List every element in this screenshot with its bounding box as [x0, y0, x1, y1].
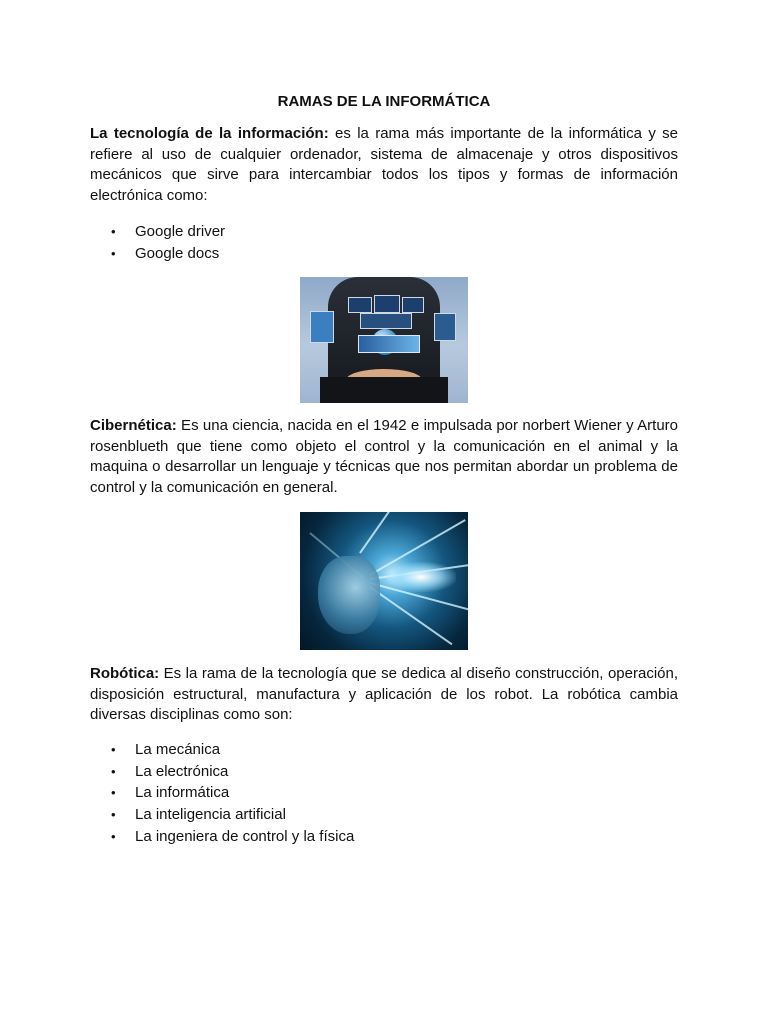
paragraph-robotica — [90, 664, 678, 726]
heading-cibernetica: Cibernética: — [90, 417, 177, 434]
bullet-icon: • — [111, 742, 116, 757]
technology-image — [300, 277, 468, 403]
paragraph-tecnologia — [90, 124, 678, 206]
list-item: • La inteligencia artificial — [90, 804, 678, 826]
cybernetics-image — [300, 512, 468, 650]
list-item: • La informática — [90, 782, 678, 804]
text-robotica: Es la rama de la tecnología que se dedica al diseño construcción, operación, disposición estructural, manufactura y aplicación de los robot. La robótica cambia diversas disciplinas como son: — [90, 665, 678, 723]
list-item: • La electrónica — [90, 761, 678, 783]
list-item: • Google driver — [90, 221, 678, 243]
heading-robotica: Robótica: — [90, 665, 160, 682]
list-tecnologia — [90, 221, 678, 264]
heading-tecnologia: La tecnología de la información: — [90, 125, 329, 142]
bullet-icon: • — [111, 763, 116, 779]
list-item: • Google docs — [90, 243, 678, 265]
list-robotica — [90, 739, 678, 848]
document-title: RAMAS DE LA INFORMÁTICA — [277, 93, 491, 110]
bullet-icon: • — [111, 828, 116, 844]
list-item: • La mecánica — [90, 739, 678, 761]
bullet-icon: • — [111, 245, 116, 261]
text-cibernetica: Es una ciencia, nacida en el 1942 e impulsada por norbert Wiener y Arturo rosenblueth que tiene como objeto el control y la comunicación en el animal y la maquina o desarrollar un lenguaje y técnicas que nos permitan abordar un problema de control y la comunicación en general. — [90, 417, 678, 496]
bullet-icon: • — [111, 807, 116, 823]
bullet-icon: • — [111, 224, 116, 239]
paragraph-cibernetica — [90, 416, 678, 498]
bullet-icon: • — [111, 785, 116, 801]
text-tecnologia: es la rama más importante de la informática y se refiere al uso de cualquier ordenador, sistema de almacenaje y otros dispositivos mecánicos que sirve para intercambiar todos los tipos y formas de información electrónica como: — [90, 125, 678, 204]
list-item: • La ingeniera de control y la física — [90, 826, 678, 848]
